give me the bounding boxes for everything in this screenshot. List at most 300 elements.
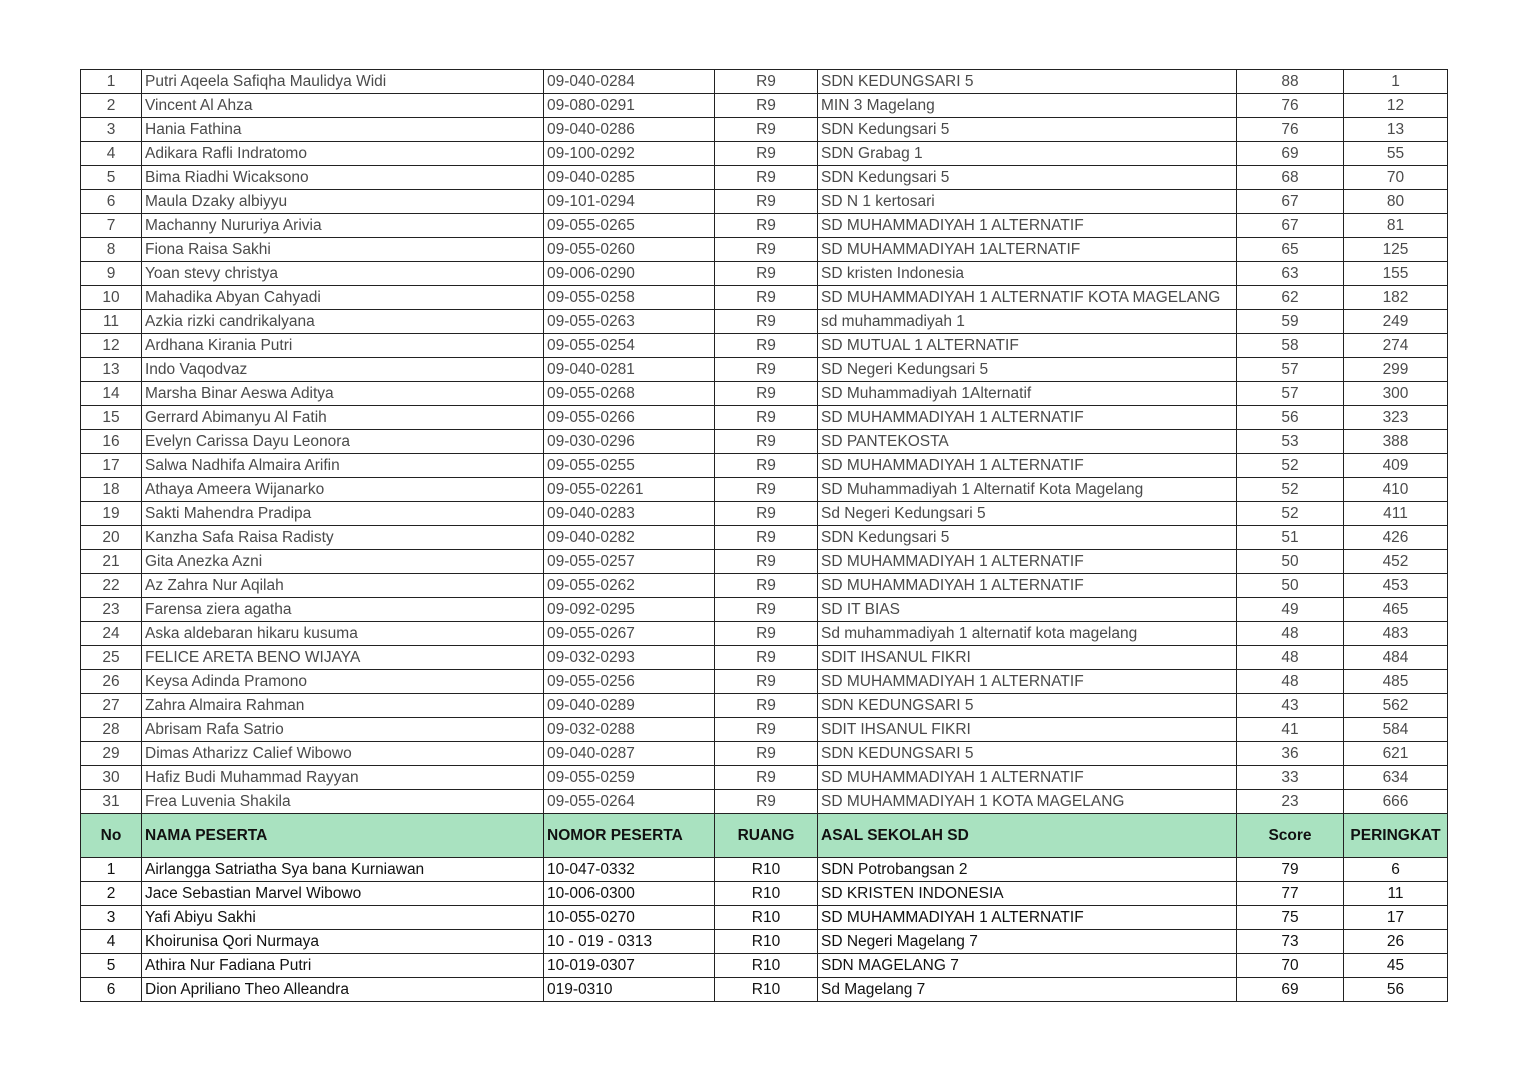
cell-ruang: R9	[715, 118, 818, 142]
cell-ruang: R9	[715, 718, 818, 742]
cell-nama: Jace Sebastian Marvel Wibowo	[142, 882, 544, 906]
cell-score: 56	[1237, 406, 1344, 430]
cell-score: 33	[1237, 766, 1344, 790]
cell-score: 50	[1237, 550, 1344, 574]
cell-sekolah: SD MUHAMMADIYAH 1 ALTERNATIF	[818, 454, 1237, 478]
cell-nama: Indo Vaqodvaz	[142, 358, 544, 382]
cell-peringkat: 453	[1344, 574, 1448, 598]
cell-ruang: R10	[715, 858, 818, 882]
cell-score: 73	[1237, 930, 1344, 954]
cell-nomor: 09-032-0293	[544, 646, 715, 670]
cell-sekolah: SD kristen Indonesia	[818, 262, 1237, 286]
table-row	[81, 70, 1448, 94]
cell-score: 43	[1237, 694, 1344, 718]
table-row	[81, 262, 1448, 286]
cell-ruang: R9	[715, 238, 818, 262]
cell-score: 52	[1237, 478, 1344, 502]
cell-peringkat: 56	[1344, 978, 1448, 1002]
cell-score: 57	[1237, 358, 1344, 382]
cell-ruang: R9	[715, 286, 818, 310]
cell-peringkat: 182	[1344, 286, 1448, 310]
cell-no: 9	[81, 262, 142, 286]
cell-nama: Khoirunisa Qori Nurmaya	[142, 930, 544, 954]
cell-nomor: 09-040-0287	[544, 742, 715, 766]
cell-score: 69	[1237, 978, 1344, 1002]
header-peringkat: PERINGKAT	[1344, 814, 1448, 858]
cell-ruang: R10	[715, 882, 818, 906]
cell-peringkat: 11	[1344, 882, 1448, 906]
table-row	[81, 190, 1448, 214]
cell-ruang: R9	[715, 766, 818, 790]
cell-ruang: R9	[715, 70, 818, 94]
cell-sekolah: MIN 3 Magelang	[818, 94, 1237, 118]
cell-nama: Az Zahra Nur Aqilah	[142, 574, 544, 598]
cell-peringkat: 26	[1344, 930, 1448, 954]
cell-sekolah: SDIT IHSANUL FIKRI	[818, 646, 1237, 670]
cell-ruang: R9	[715, 526, 818, 550]
cell-ruang: R9	[715, 694, 818, 718]
cell-peringkat: 81	[1344, 214, 1448, 238]
table-row	[81, 742, 1448, 766]
table-row	[81, 382, 1448, 406]
cell-score: 70	[1237, 954, 1344, 978]
cell-nomor: 09-040-0282	[544, 526, 715, 550]
table-row	[81, 766, 1448, 790]
cell-no: 21	[81, 550, 142, 574]
table-row	[81, 598, 1448, 622]
cell-nama: Yafi Abiyu Sakhi	[142, 906, 544, 930]
cell-peringkat: 388	[1344, 430, 1448, 454]
table-row	[81, 94, 1448, 118]
cell-sekolah: SD MUTUAL 1 ALTERNATIF	[818, 334, 1237, 358]
cell-nomor: 09-055-0257	[544, 550, 715, 574]
cell-no: 13	[81, 358, 142, 382]
cell-peringkat: 634	[1344, 766, 1448, 790]
table-row	[81, 166, 1448, 190]
cell-sekolah: SDN KEDUNGSARI 5	[818, 694, 1237, 718]
cell-nama: Aska aldebaran hikaru kusuma	[142, 622, 544, 646]
cell-nomor: 10-019-0307	[544, 954, 715, 978]
cell-sekolah: SD MUHAMMADIYAH 1ALTERNATIF	[818, 238, 1237, 262]
table-row	[81, 550, 1448, 574]
cell-score: 49	[1237, 598, 1344, 622]
cell-peringkat: 483	[1344, 622, 1448, 646]
table-header	[81, 814, 1448, 858]
cell-nomor: 09-100-0292	[544, 142, 715, 166]
cell-no: 15	[81, 406, 142, 430]
cell-no: 6	[81, 190, 142, 214]
cell-nama: Bima Riadhi Wicaksono	[142, 166, 544, 190]
cell-no: 4	[81, 930, 142, 954]
cell-peringkat: 45	[1344, 954, 1448, 978]
cell-sekolah: SD MUHAMMADIYAH 1 ALTERNATIF	[818, 766, 1237, 790]
cell-sekolah: Sd Magelang 7	[818, 978, 1237, 1002]
cell-no: 8	[81, 238, 142, 262]
cell-sekolah: SDN KEDUNGSARI 5	[818, 70, 1237, 94]
cell-score: 68	[1237, 166, 1344, 190]
cell-score: 41	[1237, 718, 1344, 742]
cell-no: 19	[81, 502, 142, 526]
cell-nama: Dion Apriliano Theo Alleandra	[142, 978, 544, 1002]
cell-nama: Sakti Mahendra Pradipa	[142, 502, 544, 526]
table-row	[81, 978, 1448, 1002]
cell-sekolah: SD N 1 kertosari	[818, 190, 1237, 214]
cell-ruang: R9	[715, 550, 818, 574]
cell-nomor: 09-055-0258	[544, 286, 715, 310]
cell-nomor: 09-032-0288	[544, 718, 715, 742]
cell-score: 65	[1237, 238, 1344, 262]
cell-sekolah: Sd muhammadiyah 1 alternatif kota magelang	[818, 622, 1237, 646]
cell-nomor: 09-055-0262	[544, 574, 715, 598]
cell-peringkat: 666	[1344, 790, 1448, 814]
cell-nama: Machanny Nururiya Arivia	[142, 214, 544, 238]
cell-no: 4	[81, 142, 142, 166]
cell-peringkat: 411	[1344, 502, 1448, 526]
cell-nama: Evelyn Carissa Dayu Leonora	[142, 430, 544, 454]
table-row	[81, 430, 1448, 454]
cell-peringkat: 274	[1344, 334, 1448, 358]
cell-nomor: 09-055-0254	[544, 334, 715, 358]
cell-peringkat: 125	[1344, 238, 1448, 262]
cell-nomor: 10-047-0332	[544, 858, 715, 882]
cell-peringkat: 80	[1344, 190, 1448, 214]
cell-score: 52	[1237, 454, 1344, 478]
table-row	[81, 906, 1448, 930]
cell-nomor: 10-055-0270	[544, 906, 715, 930]
cell-nama: FELICE ARETA BENO WIJAYA	[142, 646, 544, 670]
cell-score: 48	[1237, 670, 1344, 694]
cell-no: 3	[81, 906, 142, 930]
cell-sekolah: SD MUHAMMADIYAH 1 ALTERNATIF	[818, 550, 1237, 574]
cell-ruang: R9	[715, 94, 818, 118]
cell-score: 69	[1237, 142, 1344, 166]
cell-sekolah: SDN MAGELANG 7	[818, 954, 1237, 978]
cell-ruang: R10	[715, 954, 818, 978]
cell-nama: Adikara Rafli Indratomo	[142, 142, 544, 166]
results-table	[80, 69, 1448, 1002]
cell-ruang: R9	[715, 574, 818, 598]
cell-nomor: 09-040-0286	[544, 118, 715, 142]
cell-no: 10	[81, 286, 142, 310]
cell-nomor: 09-040-0285	[544, 166, 715, 190]
cell-nama: Yoan stevy christya	[142, 262, 544, 286]
cell-peringkat: 409	[1344, 454, 1448, 478]
cell-sekolah: SD MUHAMMADIYAH 1 ALTERNATIF	[818, 574, 1237, 598]
cell-peringkat: 17	[1344, 906, 1448, 930]
cell-no: 16	[81, 430, 142, 454]
table-row	[81, 526, 1448, 550]
table-row	[81, 358, 1448, 382]
cell-nama: Zahra Almaira Rahman	[142, 694, 544, 718]
cell-nomor: 019-0310	[544, 978, 715, 1002]
cell-no: 20	[81, 526, 142, 550]
table-row	[81, 238, 1448, 262]
cell-ruang: R9	[715, 262, 818, 286]
cell-nama: Fiona Raisa Sakhi	[142, 238, 544, 262]
cell-ruang: R9	[715, 142, 818, 166]
header-no: No	[81, 814, 142, 858]
room-r9-rows	[81, 70, 1448, 814]
cell-nomor: 09-055-0266	[544, 406, 715, 430]
table-row	[81, 622, 1448, 646]
cell-nomor: 10-006-0300	[544, 882, 715, 906]
cell-nama: Ardhana Kirania Putri	[142, 334, 544, 358]
cell-score: 76	[1237, 118, 1344, 142]
cell-peringkat: 465	[1344, 598, 1448, 622]
cell-peringkat: 426	[1344, 526, 1448, 550]
cell-sekolah: SD IT BIAS	[818, 598, 1237, 622]
cell-ruang: R9	[715, 406, 818, 430]
cell-nomor: 09-030-0296	[544, 430, 715, 454]
cell-nama: Mahadika Abyan Cahyadi	[142, 286, 544, 310]
cell-score: 67	[1237, 214, 1344, 238]
cell-score: 51	[1237, 526, 1344, 550]
cell-ruang: R9	[715, 358, 818, 382]
cell-sekolah: SD MUHAMMADIYAH 1 ALTERNATIF	[818, 406, 1237, 430]
cell-score: 62	[1237, 286, 1344, 310]
table-row	[81, 882, 1448, 906]
cell-nomor: 09-040-0283	[544, 502, 715, 526]
cell-nomor: 09-080-0291	[544, 94, 715, 118]
cell-score: 53	[1237, 430, 1344, 454]
cell-peringkat: 70	[1344, 166, 1448, 190]
cell-nomor: 09-055-0263	[544, 310, 715, 334]
cell-nama: Athira Nur Fadiana Putri	[142, 954, 544, 978]
cell-no: 2	[81, 94, 142, 118]
cell-ruang: R9	[715, 166, 818, 190]
cell-no: 29	[81, 742, 142, 766]
cell-score: 75	[1237, 906, 1344, 930]
cell-no: 6	[81, 978, 142, 1002]
cell-nomor: 09-040-0281	[544, 358, 715, 382]
table-row	[81, 214, 1448, 238]
table-row	[81, 334, 1448, 358]
cell-ruang: R9	[715, 670, 818, 694]
cell-ruang: R9	[715, 478, 818, 502]
cell-no: 1	[81, 70, 142, 94]
cell-nama: Maula Dzaky albiyyu	[142, 190, 544, 214]
cell-nomor: 09-006-0290	[544, 262, 715, 286]
cell-peringkat: 12	[1344, 94, 1448, 118]
cell-sekolah: SD Negeri Kedungsari 5	[818, 358, 1237, 382]
cell-score: 36	[1237, 742, 1344, 766]
cell-score: 76	[1237, 94, 1344, 118]
cell-peringkat: 621	[1344, 742, 1448, 766]
cell-score: 63	[1237, 262, 1344, 286]
cell-ruang: R9	[715, 622, 818, 646]
cell-nama: Vincent Al Ahza	[142, 94, 544, 118]
table-row	[81, 454, 1448, 478]
cell-no: 31	[81, 790, 142, 814]
cell-peringkat: 13	[1344, 118, 1448, 142]
cell-peringkat: 299	[1344, 358, 1448, 382]
cell-peringkat: 584	[1344, 718, 1448, 742]
cell-ruang: R9	[715, 742, 818, 766]
cell-no: 22	[81, 574, 142, 598]
table-row	[81, 790, 1448, 814]
cell-nomor: 09-101-0294	[544, 190, 715, 214]
cell-ruang: R9	[715, 334, 818, 358]
cell-sekolah: SD MUHAMMADIYAH 1 KOTA MAGELANG	[818, 790, 1237, 814]
cell-ruang: R9	[715, 646, 818, 670]
cell-no: 5	[81, 954, 142, 978]
table-row	[81, 574, 1448, 598]
cell-peringkat: 410	[1344, 478, 1448, 502]
header-nomor: NOMOR PESERTA	[544, 814, 715, 858]
cell-nomor: 09-040-0289	[544, 694, 715, 718]
cell-sekolah: SD MUHAMMADIYAH 1 ALTERNATIF	[818, 906, 1237, 930]
cell-sekolah: SD KRISTEN INDONESIA	[818, 882, 1237, 906]
cell-nomor: 10 - 019 - 0313	[544, 930, 715, 954]
table-row	[81, 858, 1448, 882]
cell-sekolah: SDN Kedungsari 5	[818, 526, 1237, 550]
cell-nama: Kanzha Safa Raisa Radisty	[142, 526, 544, 550]
cell-no: 27	[81, 694, 142, 718]
cell-sekolah: SDN KEDUNGSARI 5	[818, 742, 1237, 766]
cell-no: 23	[81, 598, 142, 622]
cell-nomor: 09-055-0267	[544, 622, 715, 646]
table-row	[81, 718, 1448, 742]
cell-nomor: 09-055-0265	[544, 214, 715, 238]
cell-nomor: 09-055-02261	[544, 478, 715, 502]
table-row	[81, 406, 1448, 430]
cell-nomor: 09-055-0264	[544, 790, 715, 814]
cell-sekolah: SD MUHAMMADIYAH 1 ALTERNATIF	[818, 214, 1237, 238]
cell-score: 67	[1237, 190, 1344, 214]
cell-nomor: 09-040-0284	[544, 70, 715, 94]
cell-sekolah: SDN Potrobangsan 2	[818, 858, 1237, 882]
cell-no: 24	[81, 622, 142, 646]
cell-no: 26	[81, 670, 142, 694]
cell-no: 2	[81, 882, 142, 906]
cell-peringkat: 485	[1344, 670, 1448, 694]
cell-nama: Putri Aqeela Safiqha Maulidya Widi	[142, 70, 544, 94]
cell-score: 79	[1237, 858, 1344, 882]
cell-no: 7	[81, 214, 142, 238]
cell-nama: Hafiz Budi Muhammad Rayyan	[142, 766, 544, 790]
table-row	[81, 670, 1448, 694]
cell-score: 50	[1237, 574, 1344, 598]
cell-sekolah: SD Negeri Magelang 7	[818, 930, 1237, 954]
cell-score: 88	[1237, 70, 1344, 94]
cell-score: 58	[1237, 334, 1344, 358]
cell-no: 5	[81, 166, 142, 190]
cell-score: 48	[1237, 646, 1344, 670]
cell-nama: Salwa Nadhifa Almaira Arifin	[142, 454, 544, 478]
header-nama: NAMA PESERTA	[142, 814, 544, 858]
cell-nama: Airlangga Satriatha Sya bana Kurniawan	[142, 858, 544, 882]
cell-peringkat: 484	[1344, 646, 1448, 670]
header-row	[81, 814, 1448, 858]
table-row	[81, 646, 1448, 670]
header-score: Score	[1237, 814, 1344, 858]
cell-peringkat: 452	[1344, 550, 1448, 574]
table-row	[81, 142, 1448, 166]
cell-score: 48	[1237, 622, 1344, 646]
cell-no: 18	[81, 478, 142, 502]
cell-score: 52	[1237, 502, 1344, 526]
cell-ruang: R9	[715, 310, 818, 334]
cell-ruang: R9	[715, 214, 818, 238]
cell-peringkat: 6	[1344, 858, 1448, 882]
cell-ruang: R9	[715, 454, 818, 478]
cell-nama: Marsha Binar Aeswa Aditya	[142, 382, 544, 406]
cell-no: 28	[81, 718, 142, 742]
cell-score: 59	[1237, 310, 1344, 334]
cell-peringkat: 1	[1344, 70, 1448, 94]
cell-peringkat: 323	[1344, 406, 1448, 430]
cell-no: 1	[81, 858, 142, 882]
cell-score: 77	[1237, 882, 1344, 906]
cell-ruang: R9	[715, 430, 818, 454]
cell-no: 17	[81, 454, 142, 478]
cell-nomor: 09-092-0295	[544, 598, 715, 622]
cell-nama: Farensa ziera agatha	[142, 598, 544, 622]
cell-sekolah: SDN Kedungsari 5	[818, 118, 1237, 142]
cell-sekolah: Sd Negeri Kedungsari 5	[818, 502, 1237, 526]
table-row	[81, 118, 1448, 142]
cell-no: 3	[81, 118, 142, 142]
cell-sekolah: SD MUHAMMADIYAH 1 ALTERNATIF KOTA MAGELANG	[818, 286, 1237, 310]
cell-ruang: R9	[715, 190, 818, 214]
cell-sekolah: SDN Kedungsari 5	[818, 166, 1237, 190]
cell-nama: Dimas Atharizz Calief Wibowo	[142, 742, 544, 766]
cell-ruang: R10	[715, 906, 818, 930]
cell-nama: Athaya Ameera Wijanarko	[142, 478, 544, 502]
cell-nama: Hania Fathina	[142, 118, 544, 142]
cell-sekolah: sd muhammadiyah 1	[818, 310, 1237, 334]
cell-sekolah: SD Muhammadiyah 1 Alternatif Kota Magelang	[818, 478, 1237, 502]
cell-nomor: 09-055-0255	[544, 454, 715, 478]
cell-nomor: 09-055-0259	[544, 766, 715, 790]
header-ruang: RUANG	[715, 814, 818, 858]
cell-sekolah: SDN Grabag 1	[818, 142, 1237, 166]
cell-ruang: R10	[715, 978, 818, 1002]
cell-ruang: R9	[715, 790, 818, 814]
cell-peringkat: 155	[1344, 262, 1448, 286]
cell-no: 11	[81, 310, 142, 334]
cell-peringkat: 300	[1344, 382, 1448, 406]
table-row	[81, 310, 1448, 334]
cell-nama: Keysa Adinda Pramono	[142, 670, 544, 694]
cell-nama: Abrisam Rafa Satrio	[142, 718, 544, 742]
cell-score: 57	[1237, 382, 1344, 406]
cell-no: 25	[81, 646, 142, 670]
cell-sekolah: SD PANTEKOSTA	[818, 430, 1237, 454]
table-row	[81, 954, 1448, 978]
cell-no: 12	[81, 334, 142, 358]
cell-sekolah: SD MUHAMMADIYAH 1 ALTERNATIF	[818, 670, 1237, 694]
cell-ruang: R10	[715, 930, 818, 954]
cell-sekolah: SDIT IHSANUL FIKRI	[818, 718, 1237, 742]
table-row	[81, 694, 1448, 718]
cell-peringkat: 55	[1344, 142, 1448, 166]
room-r10-rows	[81, 858, 1448, 1002]
cell-nomor: 09-055-0260	[544, 238, 715, 262]
cell-score: 23	[1237, 790, 1344, 814]
table-row	[81, 502, 1448, 526]
cell-peringkat: 562	[1344, 694, 1448, 718]
cell-peringkat: 249	[1344, 310, 1448, 334]
cell-nama: Gerrard Abimanyu Al Fatih	[142, 406, 544, 430]
cell-no: 14	[81, 382, 142, 406]
table-row	[81, 930, 1448, 954]
cell-nomor: 09-055-0256	[544, 670, 715, 694]
cell-sekolah: SD Muhammadiyah 1Alternatif	[818, 382, 1237, 406]
cell-no: 30	[81, 766, 142, 790]
cell-nomor: 09-055-0268	[544, 382, 715, 406]
cell-nama: Frea Luvenia Shakila	[142, 790, 544, 814]
